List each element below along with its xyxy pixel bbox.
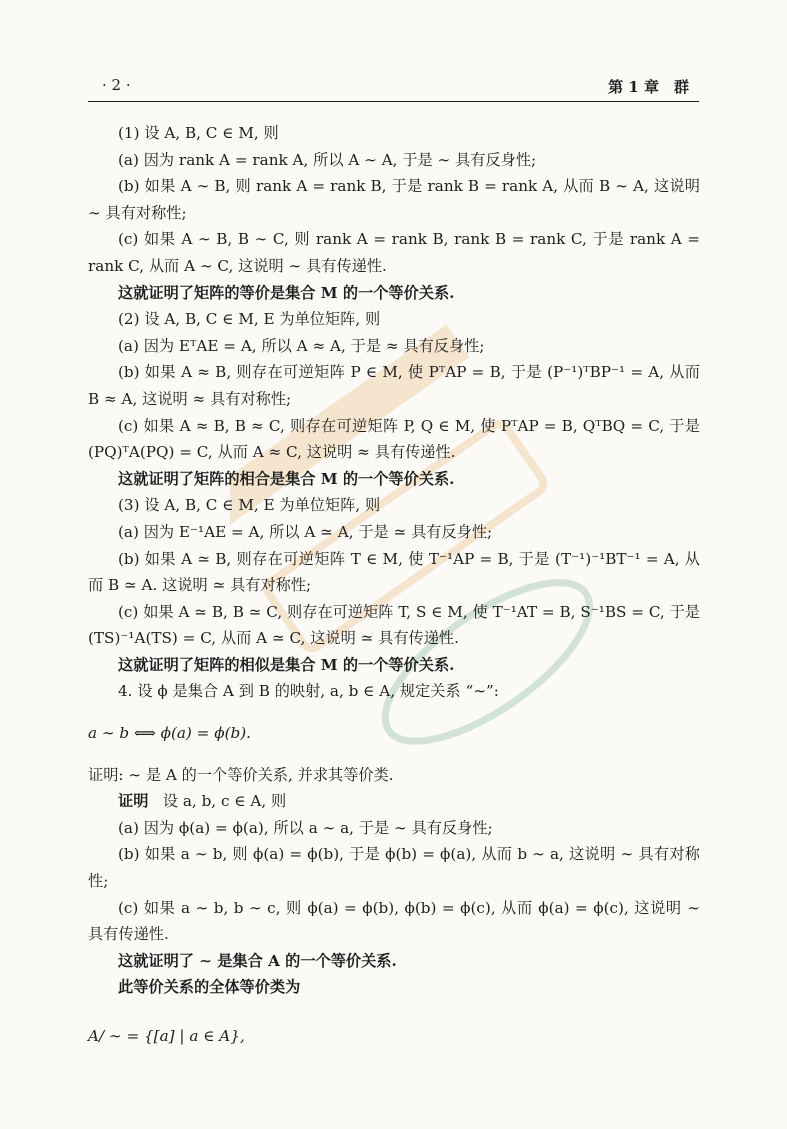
text-line: 此等价关系的全体等价类为 [118, 978, 301, 997]
proof-line [88, 788, 700, 815]
header-rule [88, 101, 699, 102]
text-line: 证明: ∼ 是 A 的一个等价关系, 并求其等价类. [88, 765, 394, 784]
text-line: (b) 如果 A ∼ B, 则 rank A = rank B, 于是 rank B = rank A, 从而 B ∼ A, 这说明 ∼ 具有对称性; [88, 177, 700, 222]
page-header [88, 76, 699, 98]
text-line: (3) 设 A, B, C ∈ M, E 为单位矩阵, 则 [118, 496, 381, 515]
text-line: 这就证明了矩阵的相合是集合 M 的一个等价关系. [118, 469, 455, 488]
text-line: 4. 设 ϕ 是集合 A 到 B 的映射, a, b ∈ A, 规定关系 “∼”: [118, 682, 499, 701]
text-line: (a) 因为 rank A = rank A, 所以 A ∼ A, 于是 ∼ 具有反身性; [118, 150, 537, 169]
text-line: (b) 如果 A ≃ B, 则存在可逆矩阵 T ∈ M, 使 T⁻¹AP = B, 于是 (T⁻¹)⁻¹BT⁻¹ = A, 从而 B ≃ A. 这说明 ≃ 具有对称性; [88, 549, 700, 595]
page-body [88, 120, 700, 1065]
chapter-title: 第 1 章 群 [608, 78, 689, 96]
proof-label: 证明 [118, 792, 149, 811]
text-line: (2) 设 A, B, C ∈ M, E 为单位矩阵, 则 [118, 310, 381, 329]
text-line: (b) 如果 a ∼ b, 则 ϕ(a) = ϕ(b), 于是 ϕ(b) = ϕ(a), 从而 b ∼ a, 这说明 ∼ 具有对称性; [88, 845, 700, 891]
page-number: · 2 · [102, 76, 131, 94]
text-line: 这就证明了 ∼ 是集合 A 的一个等价关系. [118, 951, 397, 970]
text-line: (c) 如果 A ≃ B, B ≃ C, 则存在可逆矩阵 T, S ∈ M, 使 T⁻¹AT = B, S⁻¹BS = C, 于是 (TS)⁻¹A(TS) = C, 从而 A ≃ C, 这说明 ≃ 具有传递性. [88, 602, 700, 648]
text-line: (a) 因为 EᵀAE = A, 所以 A ≈ A, 于是 ≈ 具有反身性; [118, 336, 485, 355]
text-line: (a) 因为 E⁻¹AE = A, 所以 A ≃ A, 于是 ≃ 具有反身性; [118, 522, 493, 541]
equation: A/ ∼ = {[a] | a ∈ A}, [88, 1027, 245, 1045]
text-line: (a) 因为 ϕ(a) = ϕ(a), 所以 a ∼ a, 于是 ∼ 具有反身性; [118, 818, 493, 837]
equation: a ∼ b ⟺ ϕ(a) = ϕ(b). [88, 724, 251, 743]
text-line: 这就证明了矩阵的等价是集合 M 的一个等价关系. [118, 283, 455, 302]
text-line: (c) 如果 A ∼ B, B ∼ C, 则 rank A = rank B, rank B = rank C, 于是 rank A = rank C, 从而 A ∼ C, 这说明 ∼ 具有传递性. [88, 230, 700, 275]
text-line: (c) 如果 a ∼ b, b ∼ c, 则 ϕ(a) = ϕ(b), ϕ(b) = ϕ(c), 从而 ϕ(a) = ϕ(c), 这说明 ∼ 具有传递性. [88, 898, 700, 944]
text-line: (b) 如果 A ≈ B, 则存在可逆矩阵 P ∈ M, 使 PᵀAP = B, 于是 (P⁻¹)ᵀBP⁻¹ = A, 从而 B ≈ A, 这说明 ≈ 具有对称性; [88, 363, 700, 408]
text-line: (c) 如果 A ≈ B, B ≈ C, 则存在可逆矩阵 P, Q ∈ M, 使 PᵀAP = B, QᵀBQ = C, 于是 (PQ)ᵀA(PQ) = C, 从而 A ≈ C, 这说明 ≈ 具有传递性. [88, 416, 700, 462]
text-line: (1) 设 A, B, C ∈ M, 则 [118, 124, 279, 142]
text-line: 这就证明了矩阵的相似是集合 M 的一个等价关系. [118, 655, 455, 674]
text-line: 设 a, b, c ∈ A, 则 [162, 792, 287, 811]
